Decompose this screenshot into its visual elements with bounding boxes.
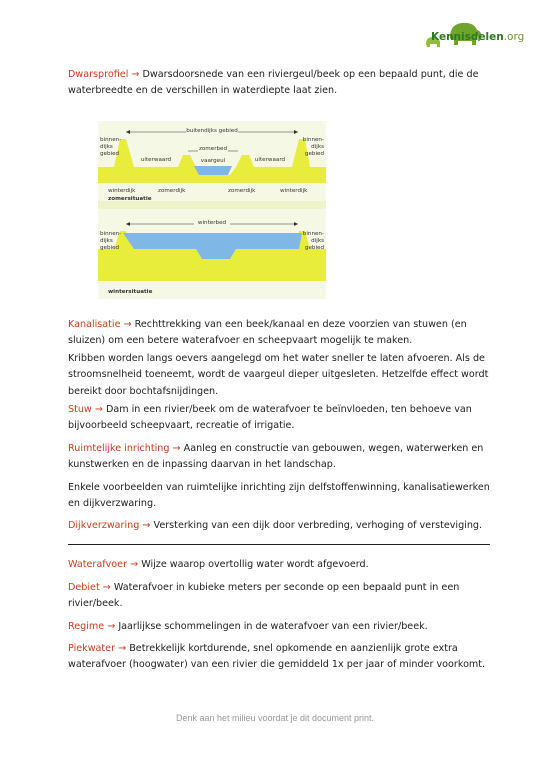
entry-term: Ruimtelijke inrichting: [68, 443, 170, 454]
wintersituatie-label: wintersituatie: [108, 289, 153, 295]
entry-text: Betrekkelijk kortdurende, snel opkomende en aanzienlijk grote extra waterafvoer (hoogwater) van een rivier die gemiddeld 1x per jaar of minder voorkomt.: [68, 643, 486, 671]
binnendijks-right-line3: gebied: [304, 245, 324, 251]
entry-waterafvoer: [68, 557, 492, 573]
buitendijks-label: buitendijks gebied: [186, 128, 238, 134]
binnendijks-left-line1: binnen-: [100, 231, 122, 237]
entry-term: Dwarsprofiel: [68, 69, 129, 80]
arrow-icon: →: [118, 643, 127, 654]
binnendijks-left-line1: binnen-: [100, 137, 122, 143]
summer-water: [194, 166, 232, 175]
winterdijk-left-label: winterdijk: [108, 188, 136, 194]
entry-term: Dijkverzwaring: [68, 520, 140, 531]
entry-text: Enkele voorbeelden van ruimtelijke inrichting zijn delfstoffenwinning, kanalisatiewerken en dijkverzwaring.: [68, 482, 490, 510]
binnendijks-left-line2: dijks: [100, 144, 113, 150]
paragraph-kribben: [68, 351, 492, 400]
entry-text: Kribben worden langs oevers aangelegd om het water sneller te laten afvoeren. Als de stroomsnelheid toeneemt, wordt de vaargeul dieper uitgesleten. Hetzelfde effect wordt bereikt door bochtafsnijdingen.: [68, 353, 489, 397]
entry-text: Versterking van een dijk door verbreding, verhoging of versteviging.: [153, 520, 483, 531]
entry-kanalisatie: [68, 317, 492, 350]
entry-regime: [68, 619, 492, 635]
entry-text: Dwarsdoorsnede van een riviergeul/beek op een bepaald punt, die de waterbreedte en de verschillen in waterdiepte laat zien.: [68, 69, 479, 97]
entry-term: Piekwater: [68, 643, 116, 654]
uiterwaard-right-label: uiterwaard: [254, 157, 286, 163]
footer-note: Denk aan het milieu voordat je dit document print.: [175, 713, 375, 723]
arrow-icon: →: [94, 404, 103, 415]
section-divider: [68, 544, 490, 545]
arrow-icon: →: [172, 443, 181, 454]
winterdijk-right-label: winterdijk: [280, 188, 308, 194]
binnendijks-right-line1: binnen-: [302, 137, 324, 143]
binnendijks-right-line2: dijks: [311, 238, 324, 244]
entry-dwarsprofiel: [68, 67, 492, 100]
winter-situation-panel: [98, 209, 326, 299]
entry-ruimtelijke-inrichting: [68, 441, 492, 474]
zomerdijk-left-label: zomerdijk: [158, 188, 186, 194]
arrow-icon: →: [130, 559, 139, 570]
entry-term: Waterafvoer: [68, 559, 128, 570]
entry-dijkverzwaring: [68, 518, 492, 534]
entry-piekwater: [68, 641, 492, 674]
binnendijks-right-line3: gebied: [304, 151, 324, 157]
binnendijks-right-line1: binnen-: [302, 231, 324, 237]
entry-text: Rechttrekking van een beek/kanaal en deze voorzien van stuwen (en sluizen) om een betere waterafvoer en scheepvaart mogelijk te maken.: [68, 319, 467, 347]
entry-text: Waterafvoer in kubieke meters per seconde op een bepaald punt in een rivier/beek.: [68, 582, 460, 610]
zomerbed-label: zomerbed: [198, 146, 228, 152]
zomerdijk-right-label: zomerdijk: [228, 188, 256, 194]
entry-term: Debiet: [68, 582, 100, 593]
arrow-icon: →: [142, 520, 151, 531]
uiterwaard-left-label: uiterwaard: [140, 157, 172, 163]
logo-name: Kennisdelen: [431, 31, 504, 43]
logo-wordmark: [431, 31, 524, 43]
entry-text: Jaarlijkse schommelingen in de waterafvoer van een rivier/beek.: [118, 621, 428, 632]
logo-suffix: .org: [503, 31, 525, 43]
arrow-icon: →: [102, 582, 111, 593]
arrow-icon: →: [107, 621, 116, 632]
binnendijks-left-line3: gebied: [100, 151, 120, 157]
arrow-icon: →: [123, 319, 132, 330]
entry-stuw: [68, 402, 492, 435]
binnendijks-right-line2: dijks: [311, 144, 324, 150]
entry-text: Dam in een rivier/beek om de waterafvoer te beïnvloeden, ten behoeve van bijvoorbeeld scheepvaart, recreatie of irrigatie.: [68, 404, 472, 432]
arrow-icon: →: [131, 69, 140, 80]
winterbed-label: winterbed: [197, 220, 227, 226]
paragraph-voorbeelden: [68, 480, 492, 513]
zomersituatie-label: zomersituatie: [108, 196, 152, 202]
entry-term: Kanalisatie: [68, 319, 121, 330]
entry-debiet: [68, 580, 492, 613]
entry-text: Wijze waarop overtollig water wordt afgevoerd.: [141, 559, 369, 570]
binnendijks-left-line3: gebied: [100, 245, 120, 251]
entry-text: Aanleg en constructie van gebouwen, wegen, waterwerken en kunstwerken en de inpassing daarvan in het landschap.: [68, 443, 484, 471]
entry-term: Regime: [68, 621, 105, 632]
binnendijks-left-line2: dijks: [100, 238, 113, 244]
vaargeul-label: vaargeul: [200, 158, 226, 164]
summer-situation-panel: [98, 121, 326, 202]
cross-section-diagram: [98, 121, 326, 299]
entry-term: Stuw: [68, 404, 92, 415]
